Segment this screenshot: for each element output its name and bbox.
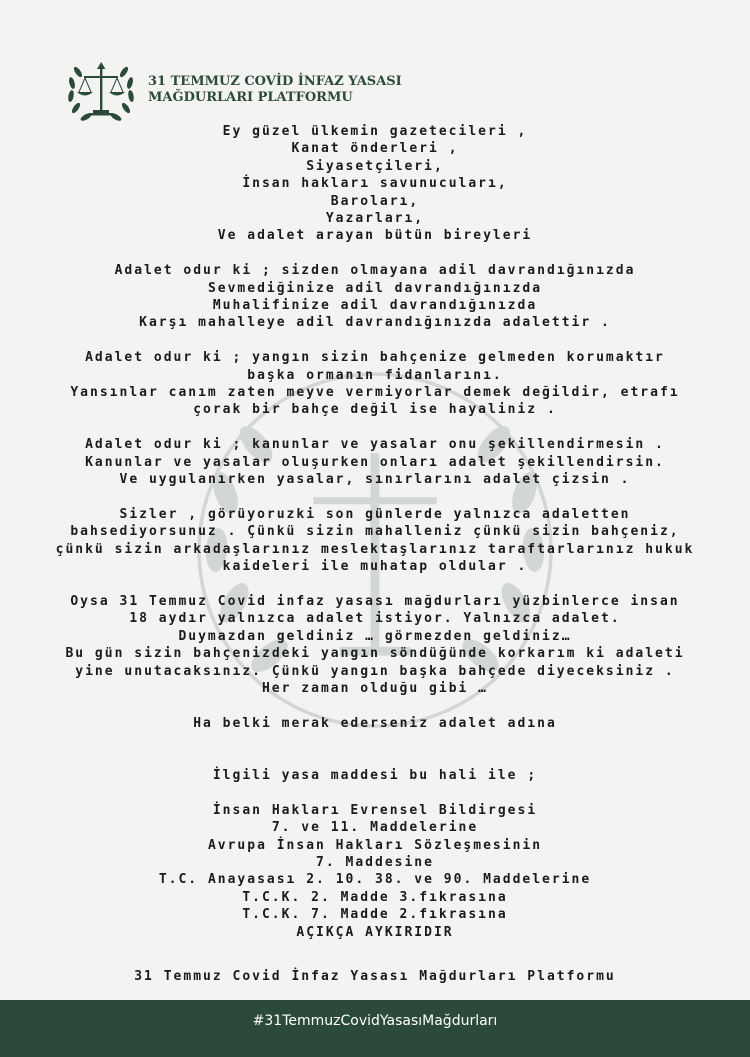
text-line: Adalet odur ki ; kanunlar ve yasalar onu şekillendirmesin .	[85, 437, 665, 453]
text-line: 7. ve 11. Maddelerine	[271, 820, 479, 836]
text-line: kaideleri ile muhatap oldular .	[222, 559, 528, 575]
footer-hashtag: #31TemmuzCovidYasasıMağdurları	[252, 1013, 498, 1029]
text-line: Avrupa İnsan Hakları Sözleşmesinin	[207, 837, 543, 853]
text-line: Ve uygulanırken yasalar, sınırlarını adalet çizsin .	[119, 472, 631, 488]
text-line: AÇIKÇA AYKIRIDIR	[296, 924, 454, 940]
text-line: 18 aydır yalnızca adalet istiyor. Yalnızca adalet.	[129, 611, 621, 627]
text-line: İnsan Hakları Evrensel Bildirgesi	[212, 802, 538, 818]
text-line: T.C.K. 7. Madde 2.fıkrasına	[242, 907, 508, 923]
text-line: Muhalifinize adil davrandığınızda	[212, 298, 538, 314]
text-line: Kanunlar ve yasalar oluşurken onları adalet şekillendirsin.	[85, 454, 665, 470]
text-line	[30, 732, 720, 749]
text-line: bahsediyorsunuz . Çünkü sizin mahalleniz çünkü sizin bahçeniz,	[70, 524, 680, 540]
text-line: 7. Maddesine	[316, 854, 434, 870]
text-line: Sizler , görüyoruzki son günlerde yalnızca adaletten	[119, 506, 631, 522]
text-line: Sevmediğinize adil davrandığınızda	[207, 280, 543, 296]
paragraph	[30, 767, 720, 784]
text-line: çünkü sizin arkadaşlarınız meslektaşlarınız taraftarlarınız hukuk	[55, 541, 695, 557]
text-line: İnsan hakları savunucuları,	[242, 176, 508, 192]
paragraph	[30, 593, 720, 697]
text-line: Adalet odur ki ; yangın sizin bahçenize gelmeden korumaktır	[85, 350, 665, 366]
paragraph	[30, 715, 720, 750]
text-line: Baroları,	[330, 193, 420, 209]
text-line: Yansınlar canım zaten meyve vermiyorlar demek değildir, etrafı	[70, 385, 680, 401]
organization-name-line-2: MAĞDURLARI PLATFORMU	[148, 90, 353, 105]
organization-name-line-1: 31 TEMMUZ COVİD İNFAZ YASASI	[148, 74, 402, 89]
paragraph	[30, 506, 720, 576]
paragraph	[30, 802, 720, 941]
text-line: Yazarları,	[325, 211, 425, 227]
paragraph	[30, 262, 720, 332]
text-line: Oysa 31 Temmuz Covid infaz yasası mağdurları yüzbinlerce insan	[70, 593, 680, 609]
text-line: İlgili yasa maddesi bu hali ile ;	[212, 767, 538, 783]
text-line: Duymazdan geldiniz … görmezden geldiniz…	[178, 628, 572, 644]
paragraph	[30, 123, 720, 245]
organization-name	[148, 74, 402, 106]
text-line: T.C. Anayasası 2. 10. 38. ve 90. Maddelerine	[158, 872, 592, 888]
text-line: başka ormanın fidanlarını.	[247, 367, 503, 383]
text-line: Ha belki merak ederseniz adalet adına	[193, 715, 557, 731]
text-line: Bu gün sizin bahçenizdeki yangın söndüğünde korkarım ki adaleti	[65, 646, 685, 662]
text-line: Kanat önderleri ,	[291, 141, 459, 157]
paragraph	[30, 349, 720, 419]
text-line: Adalet odur ki ; sizden olmayana adil davrandığınızda	[114, 263, 636, 279]
paragraph	[30, 436, 720, 488]
text-line: Her zaman olduğu gibi …	[261, 680, 488, 696]
text-line: Ey güzel ülkemin gazetecileri ,	[222, 124, 528, 139]
text-line: T.C.K. 2. Madde 3.fıkrasına	[242, 889, 508, 905]
scales-of-justice-icon	[62, 52, 140, 130]
text-line: çorak bir bahçe değil ise hayaliniz .	[193, 402, 557, 418]
text-line: Ve adalet arayan bütün bireyleri	[217, 228, 533, 244]
text-line: yine unutacaksınız. Çünkü yangın başka bahçede diyeceksiniz .	[75, 663, 675, 679]
text-line: Siyasetçileri,	[306, 158, 444, 174]
letter-body	[30, 123, 720, 958]
text-line: Karşı mahalleye adil davrandığınızda adalettir .	[139, 315, 611, 331]
signature-line: 31 Temmuz Covid İnfaz Yasası Mağdurları Platformu	[134, 969, 616, 984]
footer-bar	[0, 1000, 750, 1057]
header	[62, 52, 462, 132]
